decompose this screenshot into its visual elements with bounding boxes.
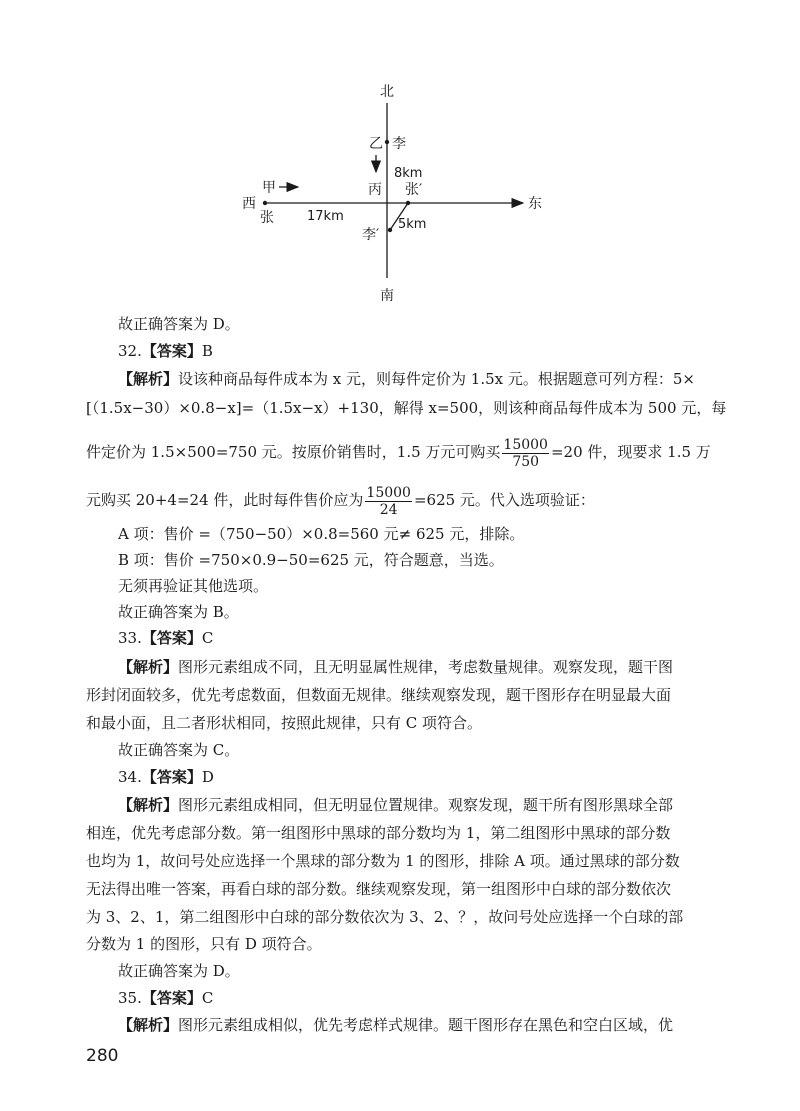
direction-diagram: [0, 0, 800, 310]
point-zhang: [263, 201, 267, 205]
q32-analysis-tag: 【解析】: [118, 370, 179, 388]
q33-analysis-text1: 图形元素组成不同，且无明显属性规律，考虑数量规律。观察发现，题干图: [178, 658, 674, 676]
q33-answer-tag: 【答案】: [141, 629, 202, 647]
fraction-numerator: 15000: [503, 436, 548, 453]
conclusion-32: 故正确答案为 B。: [118, 603, 239, 621]
fraction-denominator: 750: [512, 453, 540, 470]
fraction-numerator: 15000: [366, 484, 411, 501]
q32-line3-a: 件定价为 1.5×500=750 元。按原价销售时，1.5 万元可购买: [86, 443, 501, 461]
q34-analysis-line6: 分数为 1 的图形，只有 D 项符合。: [86, 935, 322, 953]
label-zhang-prime: 张′: [405, 182, 423, 198]
q34-number: 34.: [118, 768, 142, 786]
q35-answer-line: [118, 985, 750, 1011]
q32-answer-tag: 【答案】: [141, 342, 202, 360]
conclusion-31: 故正确答案为 D。: [118, 315, 240, 333]
point-li-prime: [388, 228, 392, 232]
label-west: 西: [242, 196, 256, 212]
q32-option-b: B 项：售价 =750×0.9−50=625 元，符合题意，当选。: [118, 551, 504, 569]
q35-analysis-line1: [118, 1012, 750, 1038]
label-bing: 丙: [368, 182, 382, 198]
q33-answer: C: [201, 629, 214, 647]
label-south: 南: [380, 288, 394, 304]
q35-answer-tag: 【答案】: [141, 989, 202, 1007]
q32-no-more: 无须再验证其他选项。: [118, 577, 269, 595]
q32-analysis-line3: [86, 430, 718, 474]
point-li: [385, 140, 389, 144]
label-5km: 5km: [398, 217, 427, 232]
fraction-denominator: 24: [379, 501, 398, 518]
q34-analysis-line1: [118, 792, 750, 818]
fraction-15000-750: [502, 437, 549, 470]
q34-analysis-line2: 相连，优先考虑部分数。第一组图形中黑球的部分数均为 1，第二组图形中黑球的部分数: [86, 824, 671, 842]
q34-answer-line: [118, 764, 750, 790]
q34-analysis-line4: 无法得出唯一答案，再看白球的部分数。继续观察发现，第一组图形中白球的部分数依次: [86, 880, 672, 898]
page-number: 280: [86, 1046, 119, 1066]
q32-analysis-line1: [118, 366, 750, 392]
q32-answer-line: [118, 338, 750, 364]
q32-line4-b: =625 元。代入选项验证：: [413, 491, 595, 509]
q33-analysis-line3: 和最小面，且二者形状相同，按照此规律，只有 C 项符合。: [86, 714, 483, 732]
conclusion-34: 故正确答案为 D。: [118, 962, 240, 980]
q35-number: 35.: [118, 989, 142, 1007]
fraction-15000-24: [365, 485, 412, 518]
label-8km: 8km: [394, 166, 423, 181]
q32-analysis-text1: 设该种商品每件成本为 x 元，则每件定价为 1.5x 元。根据题意可列方程：5×: [178, 370, 695, 388]
label-jia: 甲: [262, 180, 276, 196]
q33-analysis-tag: 【解析】: [118, 658, 179, 676]
q35-analysis-text1: 图形元素组成相似，优先考虑样式规律。题干图形存在黑色和空白区域，优: [178, 1016, 674, 1034]
q34-answer-tag: 【答案】: [141, 768, 202, 786]
q34-analysis-text1: 图形元素组成相同，但无明显位置规律。观察发现，题干所有图形黑球全部: [178, 796, 674, 814]
q34-analysis-line3: 也均为 1，故问号处应选择一个黑球的部分数为 1 的图形，排除 A 项。通过黑球的部分数: [86, 852, 680, 870]
q32-answer: B: [201, 342, 213, 360]
q35-analysis-tag: 【解析】: [118, 1016, 179, 1034]
point-zhang-prime: [406, 201, 410, 205]
q32-number: 32.: [118, 342, 142, 360]
q33-answer-line: [118, 625, 750, 651]
q34-analysis-tag: 【解析】: [118, 796, 179, 814]
conclusion-33: 故正确答案为 C。: [118, 741, 240, 759]
label-east: 东: [528, 196, 542, 212]
q33-number: 33.: [118, 629, 142, 647]
q32-line4-a: 元购买 20+4=24 件，此时每件售价应为: [86, 491, 364, 509]
label-17km: 17km: [307, 209, 344, 224]
q32-analysis-line4: [86, 478, 718, 522]
q32-line3-b: =20 件，现要求 1.5 万: [550, 443, 711, 461]
q35-answer: C: [201, 989, 214, 1007]
q33-analysis-line1: [118, 654, 750, 680]
q33-analysis-line2: 形封闭面较多，优先考虑数面，但数面无规律。继续观察发现，题干图形存在明显最大面: [86, 686, 672, 704]
label-north: 北: [380, 84, 394, 100]
label-li: 李: [392, 136, 406, 152]
q34-answer: D: [201, 768, 214, 786]
q32-option-a: A 项：售价 =（750−50）×0.8=560 元≠ 625 元，排除。: [118, 525, 525, 543]
q34-analysis-line5: 为 3、2、1，第二组图形中白球的部分数依次为 3、2、？，故问号处应选择一个白球的部: [86, 908, 684, 926]
label-yi: 乙: [369, 136, 383, 152]
q32-analysis-line2: [（1.5x−30）×0.8−x]=（1.5x−x）+130，解得 x=500，则该种商品每件成本为 500 元，每: [86, 399, 727, 417]
label-li-prime: 李′: [362, 227, 380, 243]
label-zhang: 张: [260, 210, 274, 226]
